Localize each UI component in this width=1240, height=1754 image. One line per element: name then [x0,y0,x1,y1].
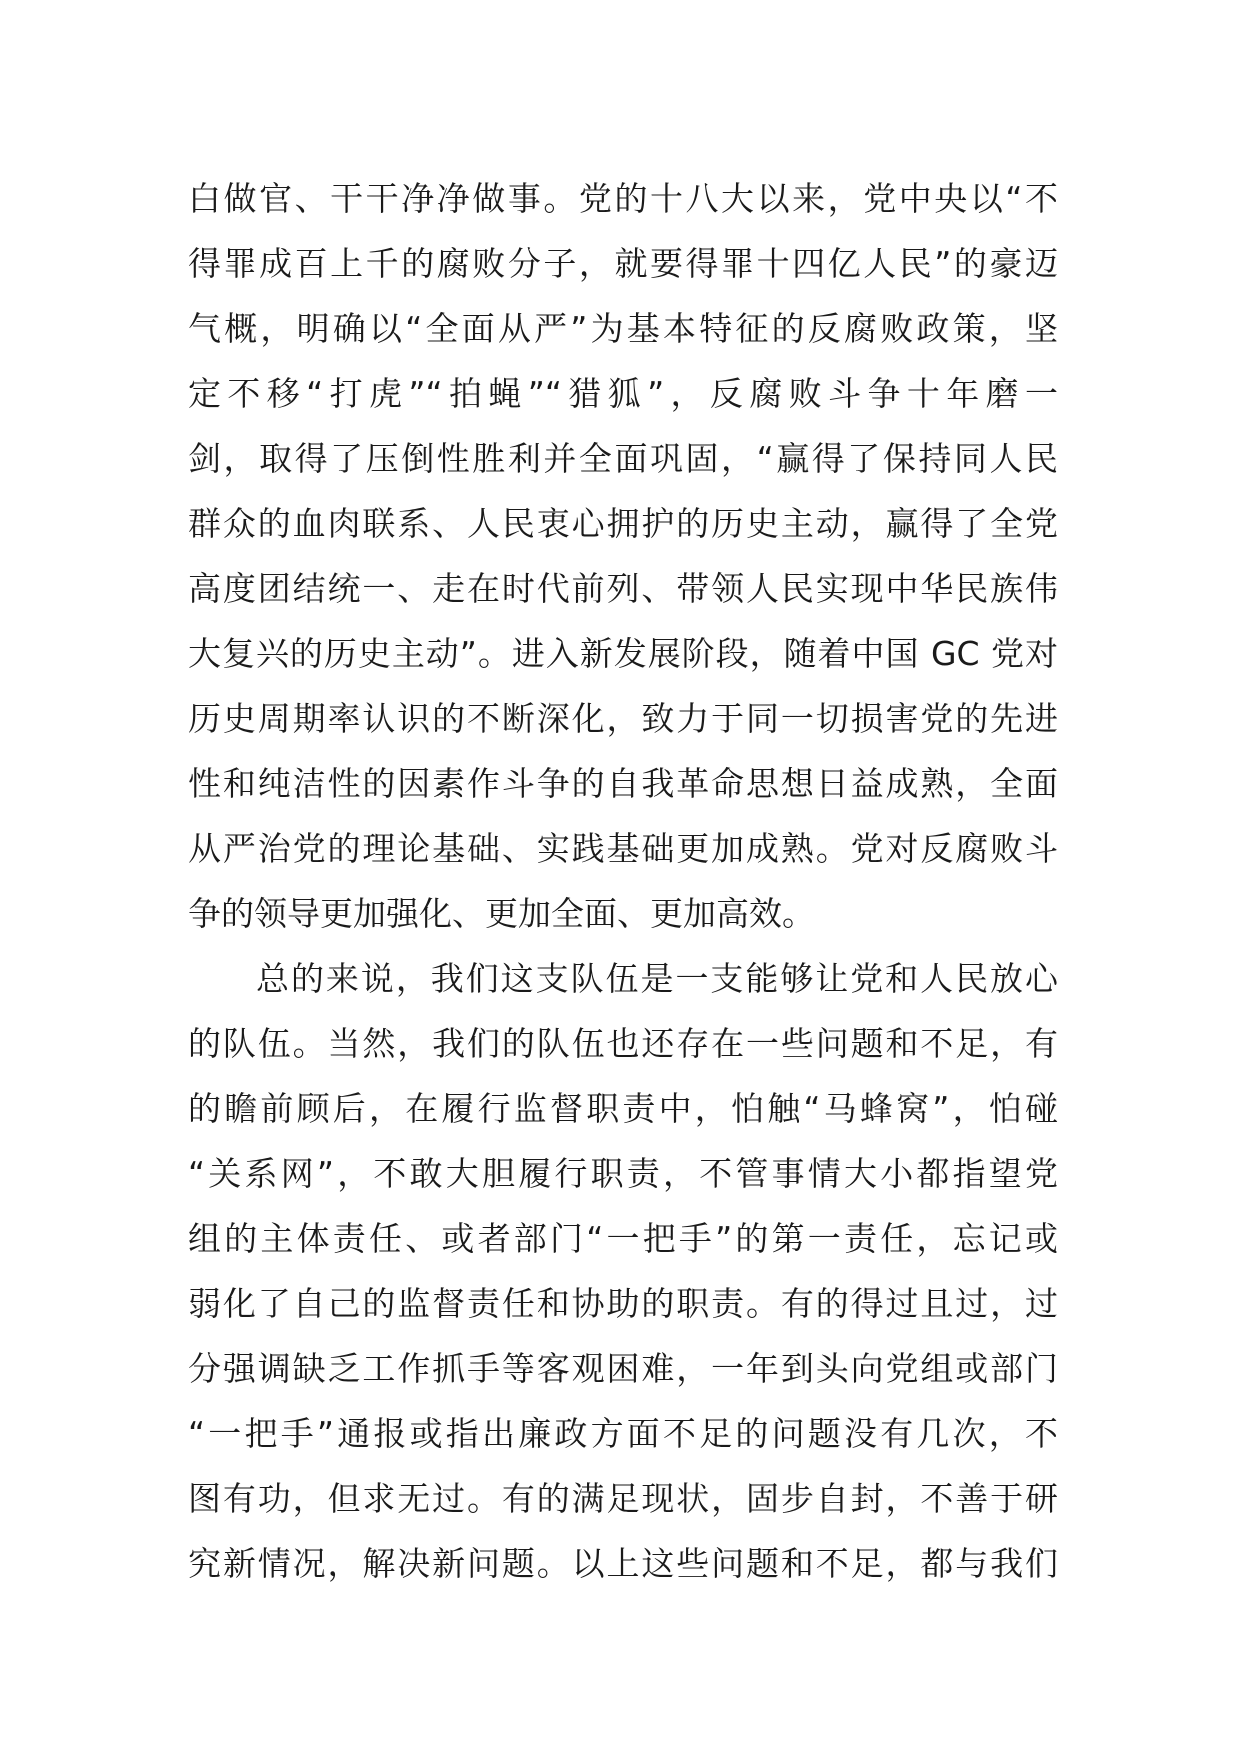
paragraph-2-line-9: 图有功，但求无过。有的满足现状，固步自封，不善于研 [188,1479,1058,1518]
paragraph-2-line-8: “一把手”通报或指出廉政方面不足的问题没有几次，不 [188,1414,1058,1453]
body-text [188,166,1058,1596]
paragraph-1-line-2: 得罪成百上千的腐败分子，就要得罪十四亿人民”的豪迈 [188,244,1058,283]
paragraph-1-line-4: 定不移“打虎”“拍蝇”“猎狐”，反腐败斗争十年磨一 [188,374,1058,413]
paragraph-2-line-4: “关系网”，不敢大胆履行职责，不管事情大小都指望党 [188,1154,1058,1193]
paragraph-1-line-6: 群众的血肉联系、人民衷心拥护的历史主动，赢得了全党 [188,504,1058,543]
paragraph-1-line-7: 高度团结统一、走在时代前列、带领人民实现中华民族伟 [188,569,1058,608]
paragraph-1-line-3: 气概，明确以“全面从严”为基本特征的反腐败政策，坚 [188,309,1058,348]
paragraph-2-line-6: 弱化了自己的监督责任和协助的职责。有的得过且过，过 [188,1284,1058,1323]
paragraph-2-line-2: 的队伍。当然，我们的队伍也还存在一些问题和不足，有 [188,1024,1058,1063]
paragraph-1-line-5: 剑，取得了压倒性胜利并全面巩固，“赢得了保持同人民 [188,439,1058,478]
paragraph-2-line-5: 组的主体责任、或者部门“一把手”的第一责任，忘记或 [188,1219,1058,1258]
paragraph-1-line-9: 历史周期率认识的不断深化，致力于同一切损害党的先进 [188,699,1058,738]
paragraph-2-line-3: 的瞻前顾后，在履行监督职责中，怕触“马蜂窝”，怕碰 [188,1089,1058,1128]
paragraph-1-line-12: 争的领导更加强化、更加全面、更加高效。 [188,894,815,933]
paragraph-1-line-1: 白做官、干干净净做事。党的十八大以来，党中央以“不 [188,179,1058,218]
paragraph-1-line-11: 从严治党的理论基础、实践基础更加成熟。党对反腐败斗 [188,829,1058,868]
paragraph-1-line-8: 大复兴的历史主动”。进入新发展阶段，随着中国 GC 党对 [188,634,1058,673]
paragraph-1-line-10: 性和纯洁性的因素作斗争的自我革命思想日益成熟，全面 [188,764,1058,803]
paragraph-2-line-7: 分强调缺乏工作抓手等客观困难，一年到头向党组或部门 [188,1349,1058,1388]
paragraph-2-line-1: 总的来说，我们这支队伍是一支能够让党和人民放心 [256,959,1058,998]
paragraph-2-line-10: 究新情况，解决新问题。以上这些问题和不足，都与我们 [188,1544,1058,1583]
